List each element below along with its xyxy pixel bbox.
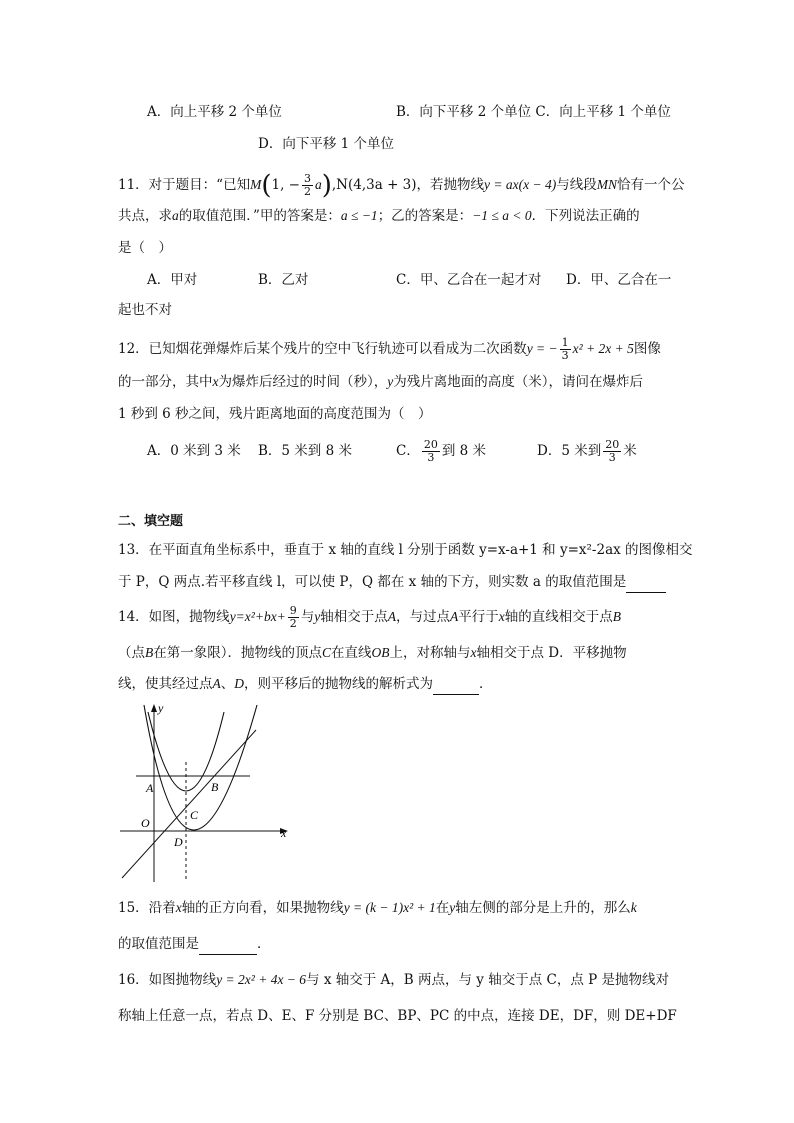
q15-var: x <box>175 900 182 915</box>
q15-line1 <box>118 898 637 918</box>
q11-answer-yi: −1 ≤ a < 0 <box>472 208 532 223</box>
q12-text: 为残片离地面的高度（米），请问在爆炸后 <box>393 374 643 390</box>
q14-var: A <box>450 609 459 624</box>
q16-text: 16．如图抛物线 <box>118 972 217 988</box>
q14-fraction <box>288 605 299 630</box>
q14-text: （点 <box>118 645 145 661</box>
q14-text: ，与过点 <box>396 609 451 625</box>
q11-answer-jia: a ≤ −1 <box>340 208 378 223</box>
q14-var: D <box>234 676 244 691</box>
q12-option-a: A．0 米到 3 米 <box>147 443 241 459</box>
q11-option-a: A．甲对 <box>147 272 198 288</box>
q12-option-d-pre: D．5 米到 <box>537 443 602 459</box>
q14-text: 在直线 <box>331 645 372 661</box>
q12-text: 为爆炸后经过的时间（秒）， <box>218 374 388 390</box>
q14-text: 上，对称轴与 <box>389 645 471 661</box>
q12-option-d <box>537 436 637 466</box>
q15-text: 在 <box>435 900 450 916</box>
q11-fraction <box>302 173 313 198</box>
q11-m-a: a <box>314 177 322 192</box>
q14-var: C <box>322 645 332 660</box>
q11-text-tail: 恰有一个公 <box>616 177 685 193</box>
q14-var: OB <box>371 645 390 660</box>
q13-answer-blank <box>626 572 666 593</box>
q12-var-x: x <box>212 374 219 389</box>
q15-var: k <box>630 900 637 915</box>
label-x: x <box>281 826 287 840</box>
q15-var: y <box>449 900 456 915</box>
label-o: O <box>141 816 150 830</box>
line-ob <box>122 730 256 878</box>
q11-m-coord: 1, − <box>271 177 300 193</box>
q16-line2: 称轴上任意一点，若点 D、E、F 分别是 BC、BP、PC 的中点，连接 DE，DF，则 DE+DF <box>118 1008 677 1024</box>
fraction-numerator: 3 <box>303 172 311 185</box>
q13-line1: 13．在平面直角坐标系中，垂直于 x 轴的直线 l 分别于函数 y=x-a+1 和 y=x²-2ax 的图像相交 <box>118 542 693 558</box>
q13-text: 于 P，Q 两点.若平移直线 l，可以使 P，Q 都在 x 轴的下方，则实数 a 的取值范围是 <box>118 574 627 590</box>
q11-segment-mn: MN <box>596 177 617 192</box>
y-axis-arrow <box>151 704 157 712</box>
q14-text: 轴的直线相交于点 <box>504 609 613 625</box>
q11-line2 <box>118 206 640 226</box>
q11-text: ；乙的答案是： <box>377 208 473 224</box>
q14-line3 <box>118 674 493 695</box>
q14-text: 14．如图，抛物线 <box>118 609 230 625</box>
q12-option-b: B．5 米到 8 米 <box>258 443 352 459</box>
q14-var: B <box>145 645 154 660</box>
fraction-numerator: 20 <box>423 438 438 451</box>
q15-text: 轴的正方向看，如果抛物线 <box>181 900 344 916</box>
q11-option-d-cont: 起也不对 <box>118 302 172 318</box>
q11-text: ，若抛物线 <box>416 177 485 193</box>
q15-text: 轴左侧的部分是上升的，那么 <box>455 900 631 916</box>
q14-line2 <box>118 643 627 663</box>
q14-answer-blank <box>433 674 479 695</box>
q12-text: 图像 <box>633 341 661 357</box>
q14-text: 线，使其经过点 <box>118 676 213 692</box>
q12-option-c-fraction <box>422 439 440 464</box>
q14-var: A <box>212 676 221 691</box>
q11-text: 的取值范围．”甲的答案是： <box>178 208 341 224</box>
q12-var-y: y <box>387 374 394 389</box>
q10-option-d: D．向下平移 1 个单位 <box>258 136 394 152</box>
q12-option-c-pre: C． <box>396 443 420 459</box>
left-paren: ( <box>261 170 272 201</box>
q11-text: 共点，求 <box>118 208 172 224</box>
q14-text: ． <box>479 676 493 692</box>
q11-line3: 是（ ） <box>118 240 172 256</box>
q15-text: 15．沿着 <box>118 900 176 916</box>
q11-point-m: M <box>250 177 262 192</box>
q12-option-c-post: 到 8 米 <box>441 443 487 459</box>
fraction-denominator: 3 <box>561 349 569 362</box>
q14-var: y <box>314 609 321 624</box>
label-y: y <box>158 701 164 715</box>
q14-var: A <box>387 609 397 624</box>
q12-text: 12．已知烟花弹爆炸后某个残片的空中飞行轨迹可以看成为二次函数 <box>118 341 527 357</box>
fraction-numerator: 1 <box>561 336 569 349</box>
q11-option-c: C．甲、乙合在一起才对 <box>396 272 542 288</box>
q14-line1 <box>118 602 621 632</box>
q15-equation: y = (k − 1)x² + 1 <box>343 900 436 915</box>
q13-line2 <box>118 572 666 593</box>
label-b: B <box>211 780 219 794</box>
q15-line2 <box>118 934 271 955</box>
q14-text: 轴相交于点 <box>320 609 388 625</box>
q12-option-d-fraction <box>603 439 621 464</box>
q12-fraction <box>560 337 571 362</box>
q10-option-bc: B．向下平移 2 个单位 C．向上平移 1 个单位 <box>396 104 671 120</box>
q15-answer-blank <box>199 934 257 955</box>
fraction-numerator: 9 <box>289 604 297 617</box>
q15-text: ． <box>257 936 271 952</box>
q12-text: 的一部分，其中 <box>118 374 213 390</box>
q14-figure <box>118 700 293 885</box>
q14-text: ，则平移后的抛物线的解析式为 <box>244 676 433 692</box>
q12-line3: 1 秒到 6 秒之间，残片距离地面的高度范围为（ ） <box>118 406 432 422</box>
parabola-shifted <box>144 705 257 830</box>
q14-var: x <box>470 645 477 660</box>
q14-text: 与 <box>300 609 315 625</box>
fraction-denominator: 3 <box>427 451 435 464</box>
q14-text: 在第一象限）．抛物线的顶点 <box>153 645 322 661</box>
q11-text: ．下列说法正确的 <box>531 208 640 224</box>
q11-equation: y = ax(x − 4) <box>484 177 557 192</box>
fraction-denominator: 3 <box>608 451 616 464</box>
q11-number-text: 11．对于题目：“已知 <box>118 177 251 193</box>
label-c: C <box>190 808 199 822</box>
fraction-denominator: 2 <box>303 185 311 198</box>
q14-text: 、 <box>220 676 235 692</box>
q16-text: 与 x 轴交于 A，B 两点，与 y 轴交于点 C，点 P 是抛物线对 <box>306 972 669 988</box>
q11-option-b: B．乙对 <box>258 272 309 288</box>
q12-eq-post: x² + 2x + 5 <box>572 341 634 356</box>
fraction-numerator: 20 <box>605 438 620 451</box>
q15-text: 的取值范围是 <box>118 936 199 952</box>
label-d: D <box>174 835 183 849</box>
q14-equation: y=x²+bx+ <box>229 609 286 624</box>
q11-point-n: ,N(4,3a + 3) <box>331 177 417 193</box>
q11-line1 <box>118 170 684 201</box>
label-a: A <box>146 781 154 795</box>
q16-equation: y = 2x² + 4x − 6 <box>216 972 307 987</box>
right-paren: ) <box>321 170 332 201</box>
q11-var-a: a <box>172 208 179 223</box>
q12-line1 <box>118 334 661 364</box>
q12-line2 <box>118 372 643 392</box>
q11-text-seg: 与线段 <box>556 177 597 193</box>
q14-var: x <box>498 609 505 624</box>
q14-text: 轴相交于点 D．平移抛物 <box>476 645 627 661</box>
q10-option-a: A．向上平移 2 个单位 <box>147 104 282 120</box>
q14-var: B <box>612 609 622 624</box>
q12-eq-pre: y = − <box>526 341 558 356</box>
q12-option-d-post: 米 <box>623 443 637 459</box>
q14-text: 平行于 <box>458 609 499 625</box>
section-heading: 二、填空题 <box>118 514 184 529</box>
q12-option-c <box>396 436 486 466</box>
q11-option-d: D．甲、乙合在一 <box>566 272 672 288</box>
fraction-denominator: 2 <box>289 617 297 630</box>
q16-line1 <box>118 970 669 990</box>
